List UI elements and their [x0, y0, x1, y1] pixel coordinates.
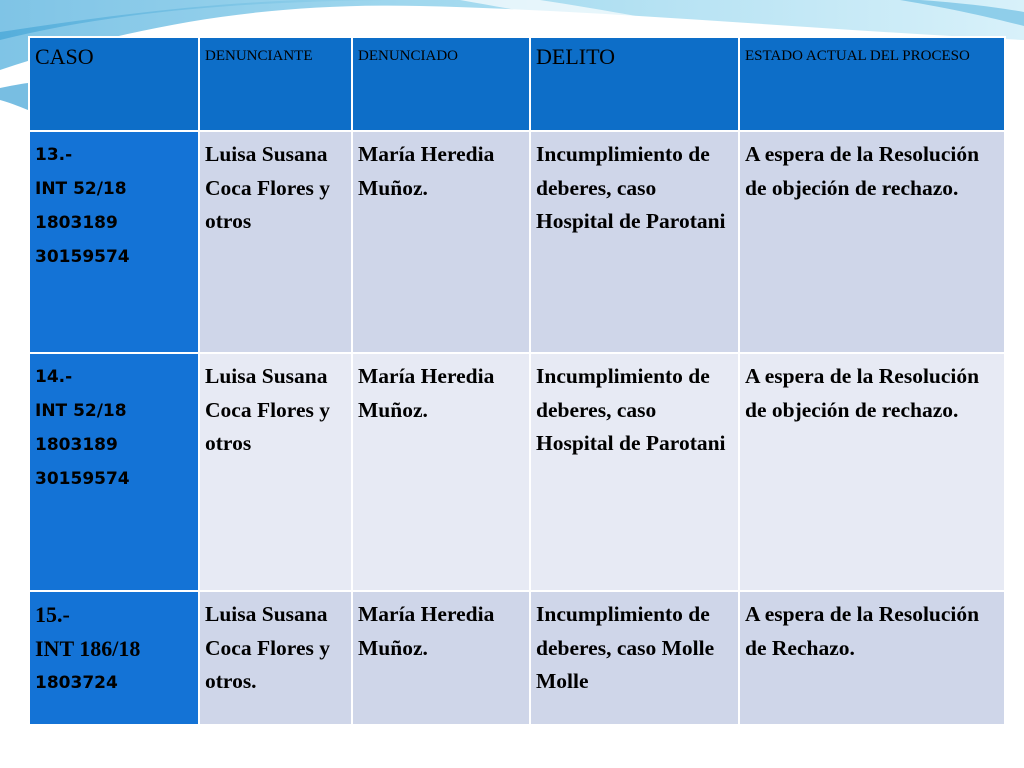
caso-int: INT 52/18 — [35, 179, 127, 199]
cell-caso — [29, 353, 199, 591]
cell-delito: Incumplimiento de deberes, caso Hospital de Parotani — [530, 131, 739, 353]
cell-caso — [29, 131, 199, 353]
caso-number: 14.- — [35, 367, 73, 387]
header-row — [29, 37, 1005, 131]
caso-number: 15.- — [35, 602, 70, 627]
cell-estado: A espera de la Resolución de objeción de rechazo. — [739, 131, 1005, 353]
caso-int: INT 186/18 — [35, 636, 141, 661]
header-denunciado: DENUNCIADO — [352, 37, 530, 131]
cell-delito: Incumplimiento de deberes, caso Molle Molle — [530, 591, 739, 725]
header-caso: CASO — [29, 37, 199, 131]
cases-table — [28, 36, 1006, 726]
caso-id: 30159574 — [35, 469, 130, 489]
caso-code: 1803724 — [35, 673, 118, 693]
cell-delito: Incumplimiento de deberes, caso Hospital de Parotani — [530, 353, 739, 591]
cell-estado: A espera de la Resolución de Rechazo. — [739, 591, 1005, 725]
header-delito: DELITO — [530, 37, 739, 131]
cell-caso — [29, 591, 199, 725]
header-estado: ESTADO ACTUAL DEL PROCESO — [739, 37, 1005, 131]
cell-denunciado: María Heredia Muñoz. — [352, 131, 530, 353]
caso-int: INT 52/18 — [35, 401, 127, 421]
cell-denunciado: María Heredia Muñoz. — [352, 591, 530, 725]
caso-id: 30159574 — [35, 247, 130, 267]
caso-number: 13.- — [35, 145, 73, 165]
cell-denunciado: María Heredia Muñoz. — [352, 353, 530, 591]
table-row — [29, 131, 1005, 353]
table-row — [29, 591, 1005, 725]
table-row — [29, 353, 1005, 591]
caso-code: 1803189 — [35, 213, 118, 233]
cell-denunciante: Luisa Susana Coca Flores y otros. — [199, 591, 352, 725]
cell-denunciante: Luisa Susana Coca Flores y otros — [199, 353, 352, 591]
header-denunciante: DENUNCIANTE — [199, 37, 352, 131]
cell-estado: A espera de la Resolución de objeción de rechazo. — [739, 353, 1005, 591]
cell-denunciante: Luisa Susana Coca Flores y otros — [199, 131, 352, 353]
caso-code: 1803189 — [35, 435, 118, 455]
